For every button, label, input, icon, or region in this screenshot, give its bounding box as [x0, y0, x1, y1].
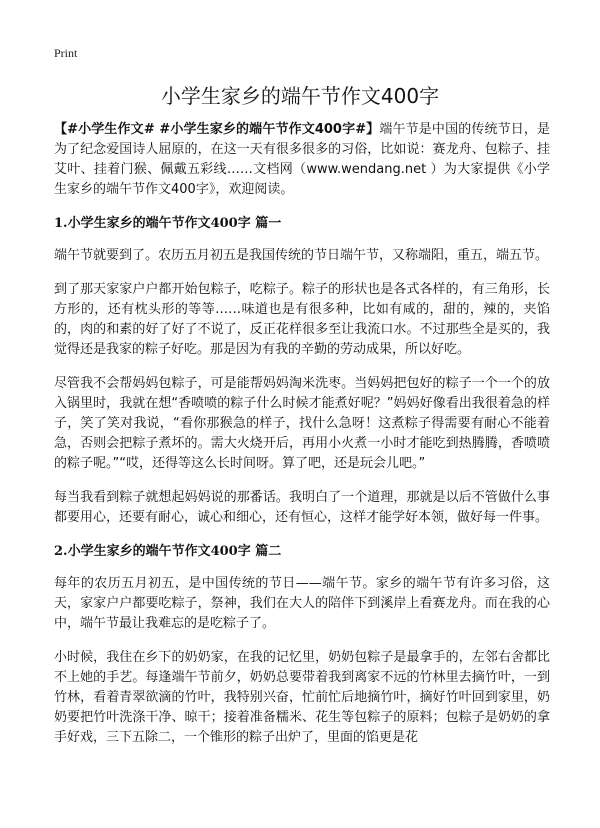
page-title: 小学生家乡的端午节作文400字	[160, 84, 440, 108]
section-2-paragraph-1: 每年的农历五月初五，是中国传统的节日——端午节。家乡的端午节有许多习俗，这天，家家户户都要吃粽子，祭神，我们在大人的陪伴下到溪岸上看赛龙舟。而在我的心中，端午节最让我难忘的是吃粽子了。	[54, 576, 550, 631]
section-1-paragraph-3: 尽管我不会帮妈妈包粽子，可是能帮妈妈淘米洗枣。当妈妈把包好的粽子一个一个的放入锅里时，我就在想“香喷喷的粽子什么时候才能煮好呢？”妈妈好像看出我很着急的样子，笑了笑对我说，“看你那猴急的样子，找什么急呀！这煮粽子得需要有耐心不能着急，否则会把粽子煮坏的。需大火烧开后，再用小火煮一小时才能吃到热腾腾，香喷喷的粽子呢。”“哎，还得等这么长时间呀。算了吧，还是玩会儿吧。”	[54, 376, 550, 471]
section-1-paragraph-4: 每当我看到粽子就想起妈妈说的那番话。我明白了一个道理，那就是以后不管做什么事都要用心，还要有耐心，诚心和细心，还有恒心，这样才能学好本领，做好每一件事。	[54, 490, 550, 525]
article-body	[54, 120, 550, 762]
intro-paragraph	[54, 120, 550, 200]
section-1-paragraph-2: 到了那天家家户户都开始包粽子，吃粽子。粽子的形状也是各式各样的，有三角形，长方形的，还有枕头形的等等……味道也是有很多种，比如有咸的，甜的，辣的，夹馅的，肉的和素的好了好了不说了，反正花样很多至让我流口水。不过那些全是买的，我觉得还是我家的粽子好吃。那是因为有我的辛勤的劳动成果，所以好吃。	[54, 282, 550, 357]
section-heading-2: 2.小学生家乡的端午节作文400字 篇二	[54, 544, 282, 559]
section-heading-1: 1.小学生家乡的端午节作文400字 篇一	[54, 216, 282, 231]
section-2-paragraph-2: 小时候，我住在乡下的奶奶家，在我的记忆里，奶奶包粽子是最拿手的，左邻右舍都比不上她的手艺。每逢端午节前夕，奶奶总要带着我到离家不远的竹林里去摘竹叶，一到竹林，看着青翠欲滴的竹叶，我特别兴奋，忙前忙后地摘竹叶，摘好竹叶回到家里，奶奶要把竹叶洗涤干净、晾干；接着准备糯米、花生等包粽子的原料；包粽子是奶奶的拿手好戏，三下五除二，一个锥形的粽子出炉了，里面的馅更是花	[54, 650, 550, 745]
intro-tags: 【#小学生作文# #小学生家乡的端午节作文400字#】	[54, 122, 380, 137]
intro-text: 端午节是中国的传统节日，是为了纪念爱国诗人屈原的，在这一天有很多很多的习俗，比如说：赛龙舟、包粽子、挂艾叶、挂着门猴、佩戴五彩线……文档网（www.wendang.net ）为大家提供《小学生家乡的端午节作文400字》，欢迎阅读。	[54, 122, 550, 197]
print-link[interactable]: Print	[54, 46, 78, 60]
section-1-paragraph-1: 端午节就要到了。农历五月初五是我国传统的节日端午节，又称端阳，重五，端五节。	[54, 248, 549, 263]
